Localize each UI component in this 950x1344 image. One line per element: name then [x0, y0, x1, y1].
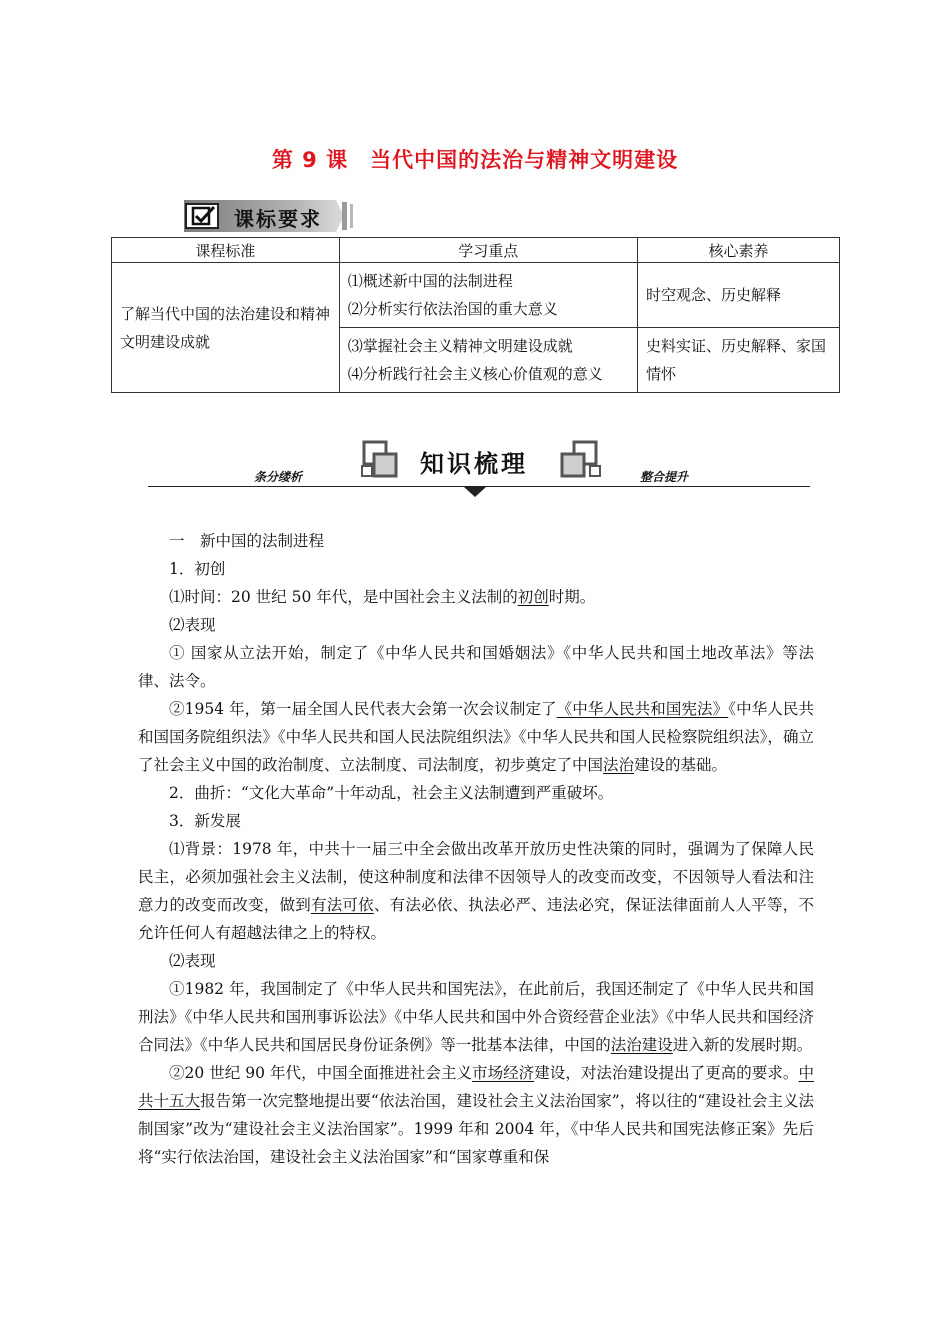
- cell-focus-1: [339, 263, 637, 328]
- paragraph: ① 国家从立法开始，制定了《中华人民共和国婚姻法》《中华人民共和国土地改革法》等法律、法令。: [138, 644, 814, 690]
- paragraph: [138, 583, 814, 611]
- puzzle-squares-icon: [358, 438, 406, 482]
- header-standard: 课程标准: [112, 238, 340, 263]
- text-run: ②1954 年，第一届全国人民代表大会第一次会议制定了: [169, 700, 557, 718]
- text-run: ②20 世纪 90 年代，中国全面推进社会主义: [169, 1064, 473, 1082]
- puzzle-squares-icon-right: [556, 438, 604, 482]
- cell-literacy-2: 史料实证、历史解释、家国情怀: [637, 328, 839, 393]
- paragraph: [138, 695, 814, 779]
- subheading: 3．新发展: [169, 812, 241, 830]
- section-left-tag: 条分缕析: [254, 470, 303, 484]
- text-run: 建设，对法治建设提出了更高的要求。: [534, 1064, 799, 1082]
- underlined-term: 法治: [603, 756, 635, 774]
- section-right-tag: 整合提升: [640, 470, 689, 484]
- text-run: 建设的基础。: [634, 756, 728, 774]
- section-header-knowledge: [148, 438, 810, 498]
- requirements-table: [111, 237, 840, 393]
- underlined-term: 法治建设: [610, 1036, 673, 1054]
- header-focus: 学习重点: [339, 238, 637, 263]
- text-run: 《中华人民共和国国务院组织法》《中华人民共和国人民法院组织法》《中华人民共和国人民检察院组织法》，确立了社会主义中国的政治制度、立法制度、司法制度，初步奠定了中国: [138, 700, 814, 774]
- paragraph: [138, 1059, 814, 1171]
- subheading: 1．初创: [169, 560, 226, 578]
- text-run: ⑴背景：1978 年，中共十一届三中全会做出改革开放历史性决策的同时，强调为了保障人民民主，必须加强社会主义法制，使这种制度和法律不因领导人的改变而改变，不因领导人看法和注意力的改变而改变，做到: [138, 840, 814, 914]
- text-run: 报告第一次完整地提出要“依法治国，建设社会主义法治国家”，将以往的“建设社会主义法制国家”改为“建设社会主义法治国家”。1999 年和 2004 年，《中华人民共和国宪法修正案》先后将“实行依法治国，建设社会主义法治国家”和“国家尊重和保: [138, 1092, 814, 1166]
- paragraph: [138, 975, 814, 1059]
- checkbox-icon: [190, 204, 218, 228]
- paragraph: 2．曲折：“文化大革命”十年动乱，社会主义法制遭到严重破坏。: [169, 784, 614, 802]
- text-run: ①1982 年，我国制定了《中华人民共和国宪法》，在此前后，我国还制定了《中华人民共和国刑法》《中华人民共和国刑事诉讼法》《中华人民共和国中外合资经营企业法》《中华人民共和国经济合同法》《中华人民共和国居民身份证条例》等一批基本法律，中国的: [138, 980, 814, 1054]
- focus-item: ⑵分析实行依法治国的重大意义: [347, 300, 558, 318]
- banner-label: 课标要求: [234, 207, 322, 231]
- section-banner-requirements: [180, 198, 360, 234]
- page-title: 第 9 课 当代中国的法治与精神文明建设: [271, 148, 679, 172]
- header-literacy: 核心素养: [637, 238, 839, 263]
- cell-focus-2: [339, 328, 637, 393]
- text-run: 、有法必依、执法必严、违法必究，保证法律面前人人平等，不允许任何人有超越法律之上的特权。: [138, 896, 814, 942]
- table-header-row: [112, 238, 840, 263]
- table-row: [112, 263, 840, 328]
- text-run: 进入新的发展时期。: [672, 1036, 813, 1054]
- focus-item: ⑴概述新中国的法制进程: [347, 272, 513, 290]
- content-body: [138, 527, 814, 1171]
- subheading: ⑵表现: [169, 616, 216, 634]
- underlined-term: 市场经济: [472, 1064, 535, 1082]
- focus-item: ⑷分析践行社会主义核心价值观的意义: [347, 365, 603, 383]
- section-title: 知识梳理: [420, 450, 528, 478]
- text-run: 时期。: [548, 588, 596, 606]
- cell-standard: 了解当代中国的法治建设和精神文明建设成就: [112, 263, 340, 393]
- text-run: ⑴时间：20 世纪 50 年代，是中国社会主义法制的: [169, 588, 518, 606]
- underlined-term: 初创: [517, 588, 549, 606]
- divider-triangle-icon: [464, 487, 486, 497]
- underlined-term: 有法可依: [310, 896, 374, 914]
- paragraph: [138, 835, 814, 947]
- focus-item: ⑶掌握社会主义精神文明建设成就: [347, 337, 573, 355]
- subheading: ⑵表现: [169, 952, 216, 970]
- underlined-term: 中共十五大: [138, 1064, 814, 1110]
- cell-literacy-1: 时空观念、历史解释: [637, 263, 839, 328]
- underlined-term: 《中华人民共和国宪法》: [556, 700, 729, 718]
- heading-1: 一 新中国的法制进程: [169, 532, 325, 550]
